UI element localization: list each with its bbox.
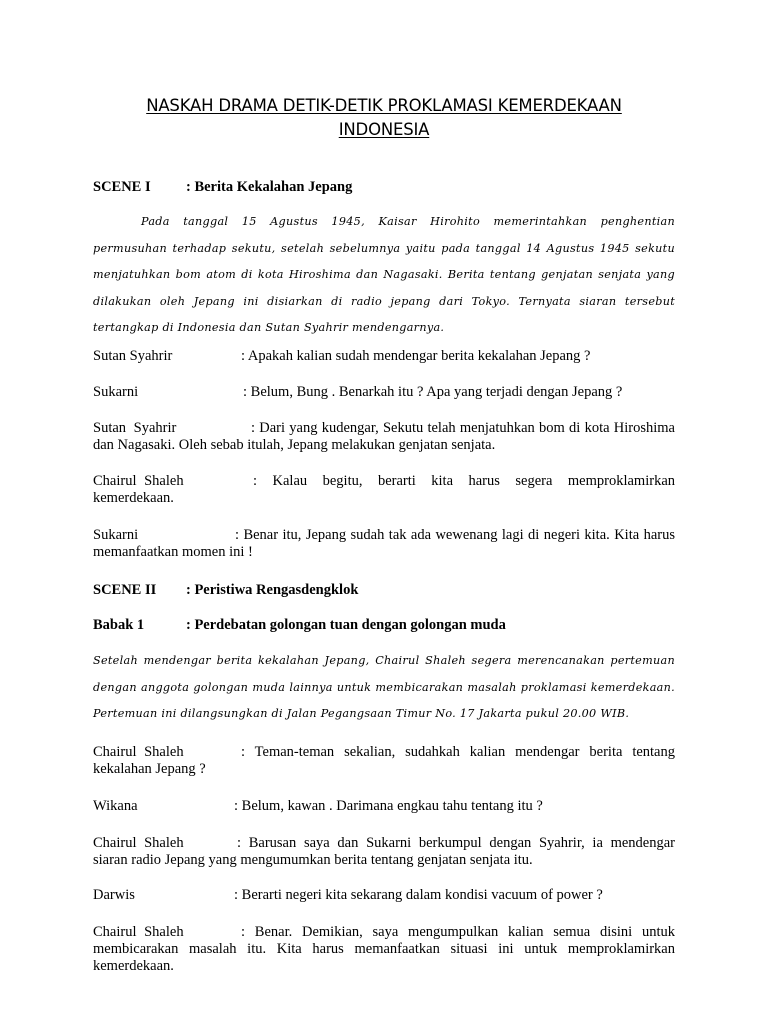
scene-1-narration: Pada tanggal 15 Agustus 1945, Kaisar Hirohito memerintahkan penghentian permusuhan terhadap sekutu, setelah sebelumnya yaitu pada tanggal 14 Agustus 1945 sekutu menjatuhkan bom atom di kota Hiroshima dan Nagasaki. Berita tentang genjatan senjata yang dilakukan oleh Jepang ini disiarkan di radio jepang dari Tokyo. Ternyata siaran tersebut tertangkap di Indonesia dan Sutan Syahrir mendengarnya. <box>93 215 675 334</box>
scene-1-label: SCENE I <box>93 179 151 195</box>
dialogue-line <box>93 420 675 454</box>
dialogue-text: : Barusan saya dan Sukarni berkumpul dengan Syahrir, ia mendengar siaran radio Jepang yang mengumumkan berita tentang genjatan senjata itu. <box>93 835 675 868</box>
dialogue-text: : Benar. Demikian, saya mengumpulkan kalian semua disini untuk membicarakan masalah itu. Kita harus memanfaatkan situasi ini untuk memproklamirkan kemerdekaan. <box>93 924 675 974</box>
scene-2-name: : Peristiwa Rengasdengklok <box>186 582 359 598</box>
dialogue-text: : Apakah kalian sudah mendengar berita kekalahan Jepang ? <box>241 348 591 364</box>
dialogue-text: : Dari yang kudengar, Sekutu telah menjatuhkan bom di kota Hiroshima dan Nagasaki. Oleh sebab itulah, Jepang melakukan genjatan senjata. <box>93 420 675 453</box>
dialogue-text: : Benar itu, Jepang sudah tak ada wewenang lagi di negeri kita. Kita harus memanfaatkan momen ini ! <box>93 527 675 560</box>
dialogue-line <box>93 835 675 869</box>
speaker-name: Darwis <box>93 887 135 903</box>
dialogue-text: : Kalau begitu, berarti kita harus segera memproklamirkan kemerdekaan. <box>93 473 675 506</box>
dialogue-line <box>93 887 675 904</box>
speaker-name: Chairul Shaleh <box>93 473 184 489</box>
dialogue-line <box>93 798 675 815</box>
scene-1-heading <box>93 178 675 196</box>
dialogue-line <box>93 348 675 365</box>
dialogue-text: : Berarti negeri kita sekarang dalam kondisi vacuum of power ? <box>234 887 603 903</box>
babak-1-label: Babak 1 <box>93 617 145 633</box>
dialogue-line <box>93 384 675 401</box>
dialogue-line <box>93 744 675 778</box>
scene-2-heading <box>93 581 675 599</box>
dialogue-line <box>93 527 675 561</box>
dialogue-text: : Teman-teman sekalian, sudahkah kalian mendengar berita tentang kekalahan Jepang ? <box>93 744 675 777</box>
dialogue-line <box>93 924 675 975</box>
document-title <box>93 94 675 142</box>
scene-2-narration: Setelah mendengar berita kekalahan Jepang, Chairul Shaleh segera merencanakan pertemuan dengan anggota golongan muda lainnya untuk membicarakan masalah proklamasi kemerdekaan. Pertemuan ini dilangsungkan di Jalan Pegangsaan Timur No. 17 Jakarta pukul 20.00 WIB. <box>93 654 675 720</box>
title-line-2: INDONESIA <box>338 120 430 139</box>
speaker-name: Sutan Syahrir <box>93 348 173 364</box>
speaker-name: Wikana <box>93 798 138 814</box>
speaker-name: Chairul Shaleh <box>93 924 184 940</box>
title-line-1: NASKAH DRAMA DETIK-DETIK PROKLAMASI KEMERDEKAAN <box>146 96 622 115</box>
babak-1-name: : Perdebatan golongan tuan dengan golongan muda <box>186 617 506 633</box>
speaker-name: Sukarni <box>93 527 139 543</box>
babak-1-heading <box>93 616 675 634</box>
speaker-name: Chairul Shaleh <box>93 744 184 760</box>
speaker-name: Sukarni <box>93 384 139 400</box>
speaker-name: Sutan Syahrir <box>93 420 177 436</box>
dialogue-text: : Belum, Bung . Benarkah itu ? Apa yang terjadi dengan Jepang ? <box>243 384 623 400</box>
dialogue-line <box>93 473 675 507</box>
scene-2-label: SCENE II <box>93 582 157 598</box>
dialogue-text: : Belum, kawan . Darimana engkau tahu tentang itu ? <box>234 798 543 814</box>
scene-1-name: : Berita Kekalahan Jepang <box>186 179 353 195</box>
speaker-name: Chairul Shaleh <box>93 835 184 851</box>
